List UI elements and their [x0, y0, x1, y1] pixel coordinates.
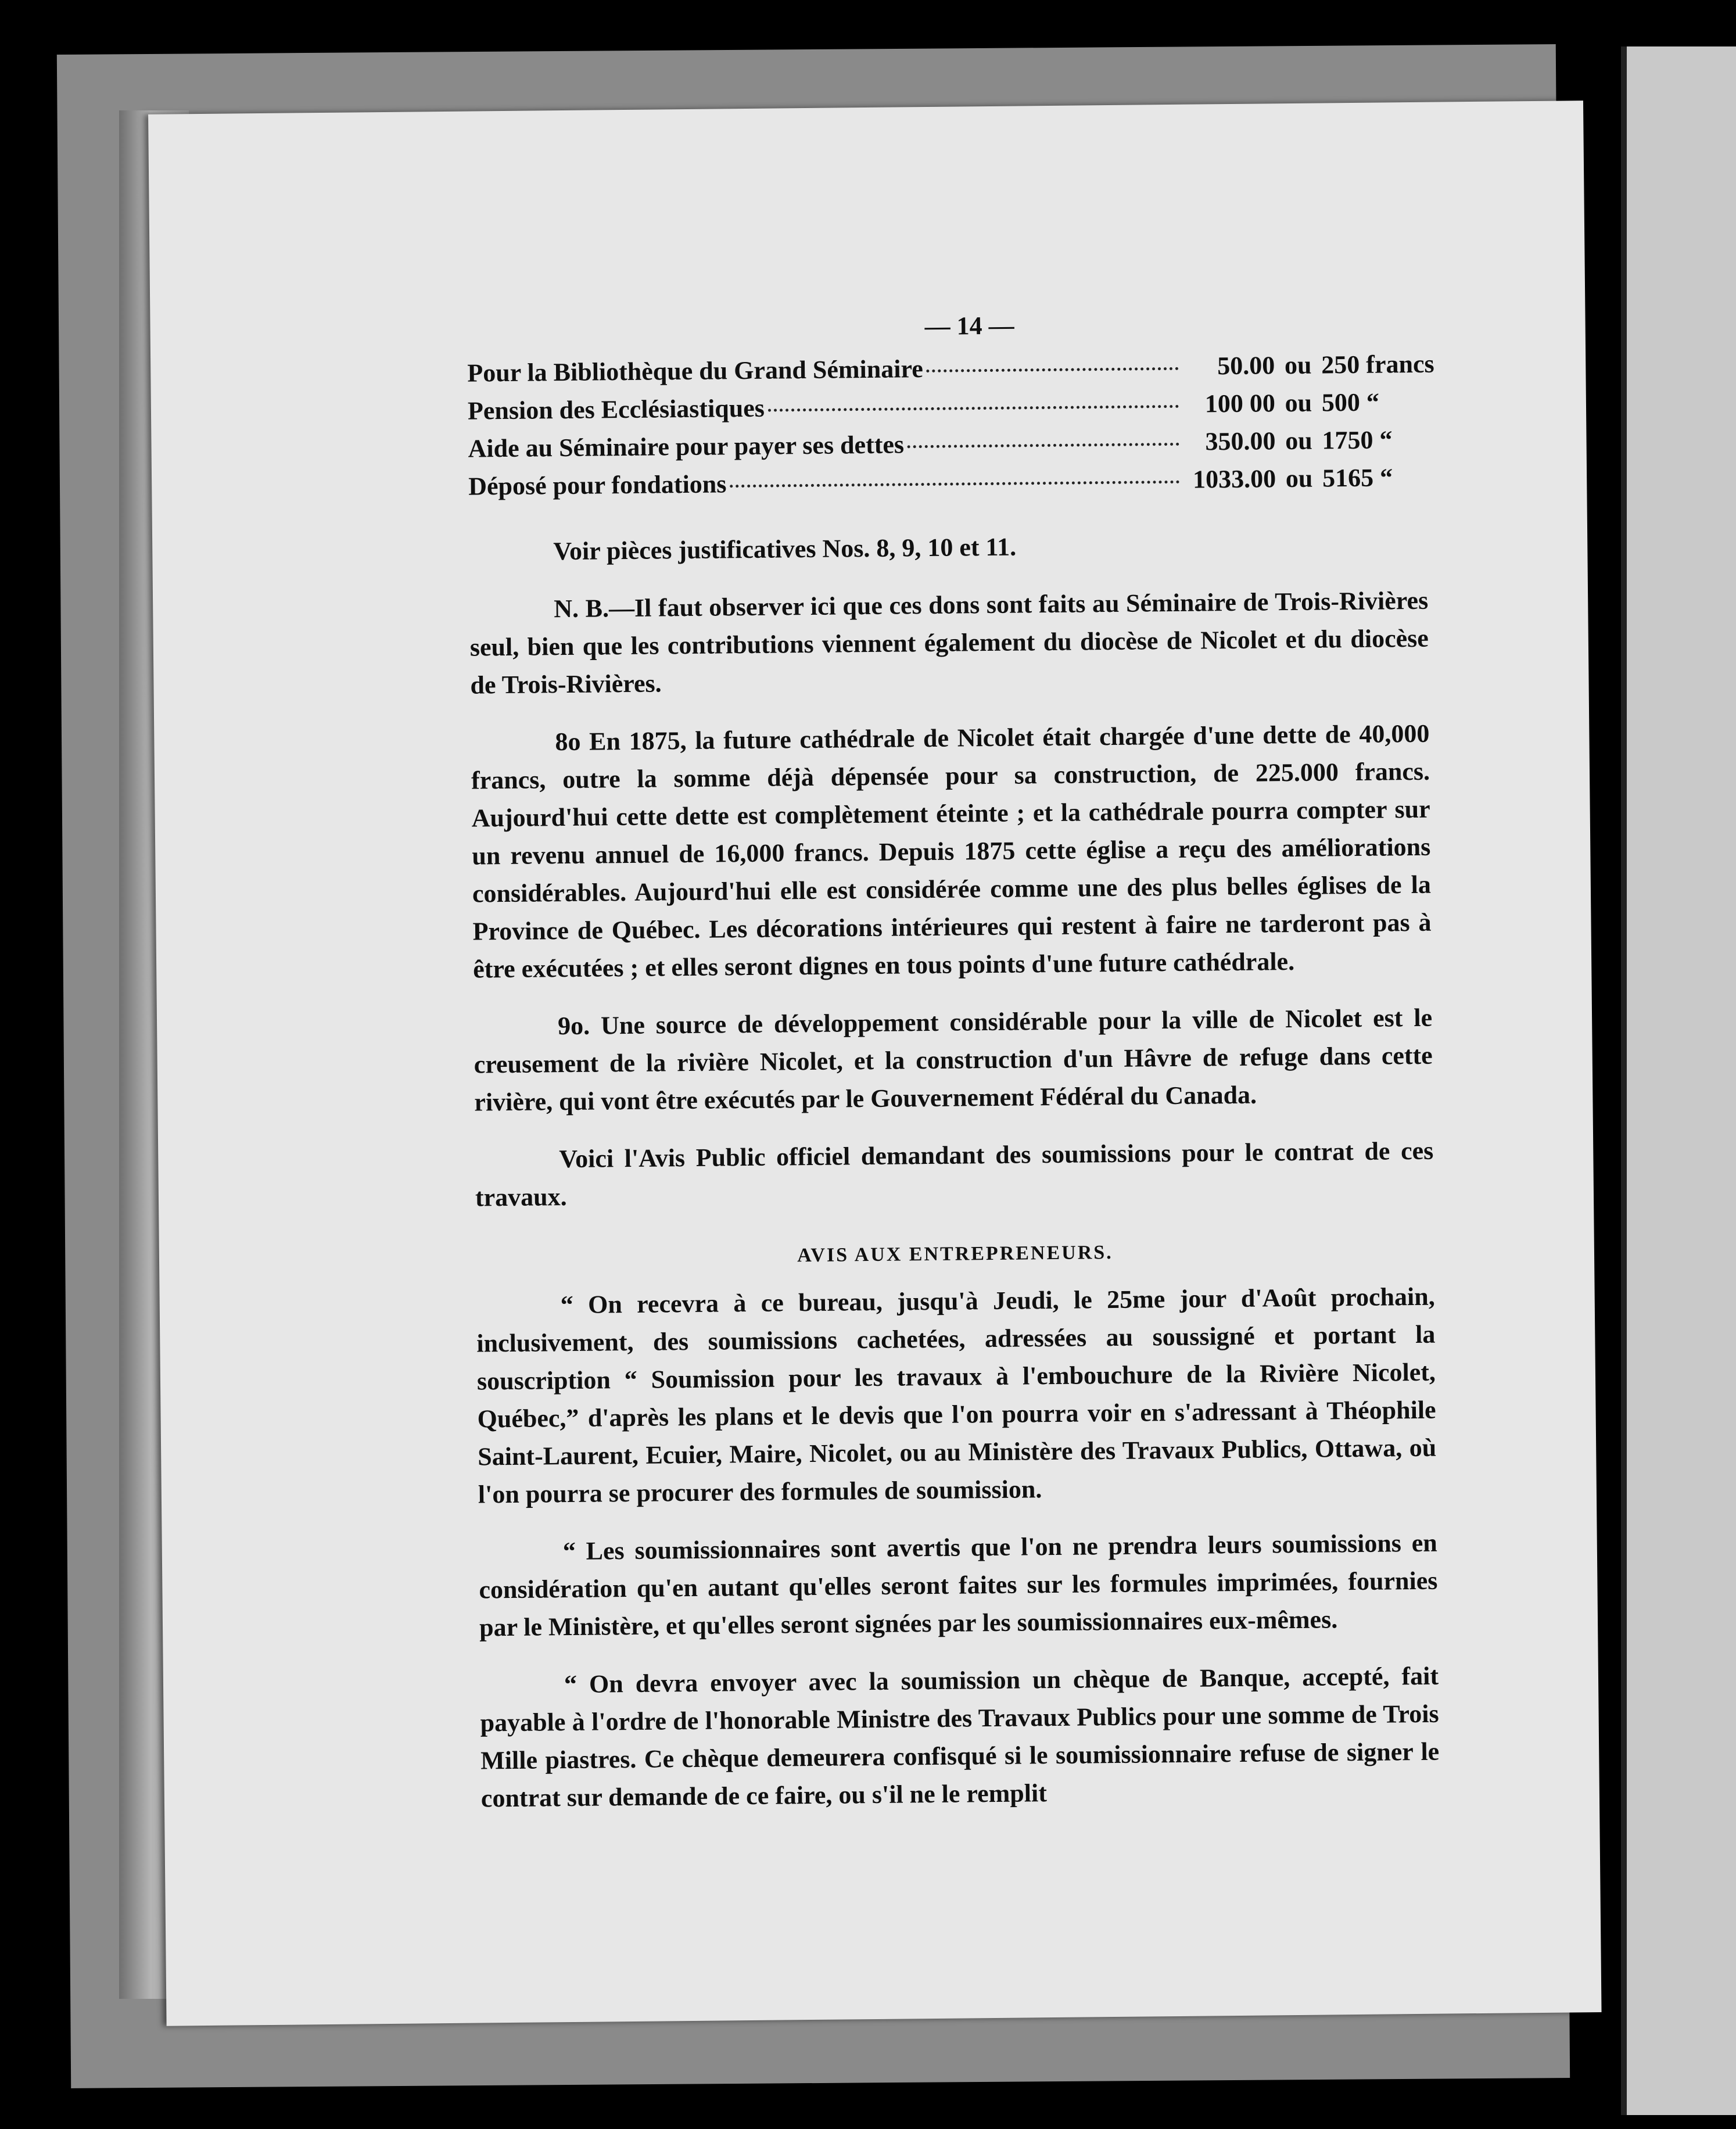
section-heading: AVIS AUX ENTREPRENEURS.: [797, 1242, 1113, 1267]
ledger-amount: [1183, 458, 1427, 499]
amount-separator: ou: [1285, 464, 1313, 493]
page-number: — 14 —: [924, 311, 1014, 341]
dot-leader: [927, 364, 1179, 372]
paragraph-9o-riviere: 9o. Une source de développement considérable pour la ville de Nicolet est le creusement de la rivière Nicolet, et la construction d'un Hâvre de refuge dans cette rivière, qui vont être exécutés par le Gouvernement Fédéral du Canada.: [474, 1003, 1433, 1117]
donation-ledger: [467, 345, 1434, 506]
paragraph-pieces-justificatives: Voir pièces justificatives Nos. 8, 9, 10 et 11.: [553, 532, 1017, 566]
ledger-amount: [1182, 345, 1434, 385]
amount-francs: 250 francs: [1321, 349, 1434, 379]
paragraph-avis-2: “ Les soumissionnaires sont avertis que l'on ne prendra leurs soumissions en considération qu'en autant qu'elles seront faites sur les formules imprimées, fournies par le Ministère, et qu'elles seront signées par les soumissionnaires eux-mêmes.: [479, 1528, 1438, 1642]
amount-francs: 500 “: [1321, 388, 1380, 417]
dot-leader: [768, 402, 1179, 412]
ledger-label: Pension des Ecclésiastiques: [467, 393, 765, 425]
ledger-label: Aide au Séminaire pour payer ses dettes: [468, 430, 905, 463]
page-content: [467, 303, 1440, 1818]
dot-leader: [908, 439, 1179, 448]
paragraph-nota-bene: N. B.—Il faut observer ici que ces dons sont faits au Séminaire de Trois-Rivières seul, bien que les contributions viennent également du diocèse de Nicolet et du diocèse de Trois-Rivières.: [469, 586, 1429, 700]
document-page: [148, 101, 1601, 2026]
paragraph-avis-3: “ On devra envoyer avec la soumission un chèque de Banque, accepté, fait payable à l'ordre de l'honorable Ministre des Travaux Publics pour une somme de Trois Mille piastres. Ce chèque demeurera confisqué si le soumissionnaire refuse de signer le contrat sur demande de ce faire, ou s'il ne le remplit: [480, 1661, 1440, 1813]
dot-leader: [730, 477, 1179, 488]
amount-dollars: 50.00: [1217, 351, 1275, 381]
paragraph-avis-1: “ On recevra à ce bureau, jusqu'à Jeudi, le 25me jour d'Août prochain, inclusivement, des soumissions cachetées, adressées au soussigné et portant la souscription “ Soumission pour les travaux à l'embouchure de la Rivière Nicolet, Québec,” d'après les plans et le devis que l'on pourra voir en s'adressant à Théophile Saint-Laurent, Ecuier, Maire, Nicolet, ou au Ministère des Travaux Publics, Ottawa, où l'on pourra se procurer des formules de soumission.: [476, 1282, 1437, 1509]
amount-francs: 1750 “: [1322, 425, 1393, 455]
amount-separator: ou: [1285, 388, 1312, 418]
paragraph-8o-cathedrale: 8o En 1875, la future cathédrale de Nicolet était chargée d'une dette de 40,000 francs, outre la somme déjà dépensée pour sa construction, de 225.000 francs. Aujourd'hui cette dette est complètement éteinte ; et la cathédrale pourra compter sur un revenu annuel de 16,000 francs. Depuis 1875 cette église a reçu des améliorations considérables. Aujourd'hui elle est considérée comme une des plus belles églises de la Province de Québec. Les décorations intérieures qui restent à faire ne tarderont pas à être exécutées ; et elles seront dignes en tous points d'une future cathédrale.: [471, 719, 1432, 984]
ledger-amount: [1182, 421, 1427, 461]
adjacent-page-edge: [1621, 46, 1736, 2115]
ledger-label: Déposé pour fondations: [468, 469, 727, 501]
amount-dollars: 350.00: [1205, 426, 1276, 456]
ledger-amount: [1182, 383, 1427, 423]
amount-francs: 5165 “: [1322, 463, 1393, 493]
paragraph-avis-public: Voici l'Avis Public officiel demandant des soumissions pour le contrat de ces travaux.: [475, 1136, 1434, 1212]
amount-dollars: 100 00: [1204, 389, 1276, 418]
amount-dollars: 1033.00: [1192, 464, 1276, 494]
amount-separator: ou: [1284, 350, 1312, 380]
ledger-label: Pour la Bibliothèque du Grand Séminaire: [467, 354, 923, 388]
amount-separator: ou: [1285, 426, 1313, 456]
